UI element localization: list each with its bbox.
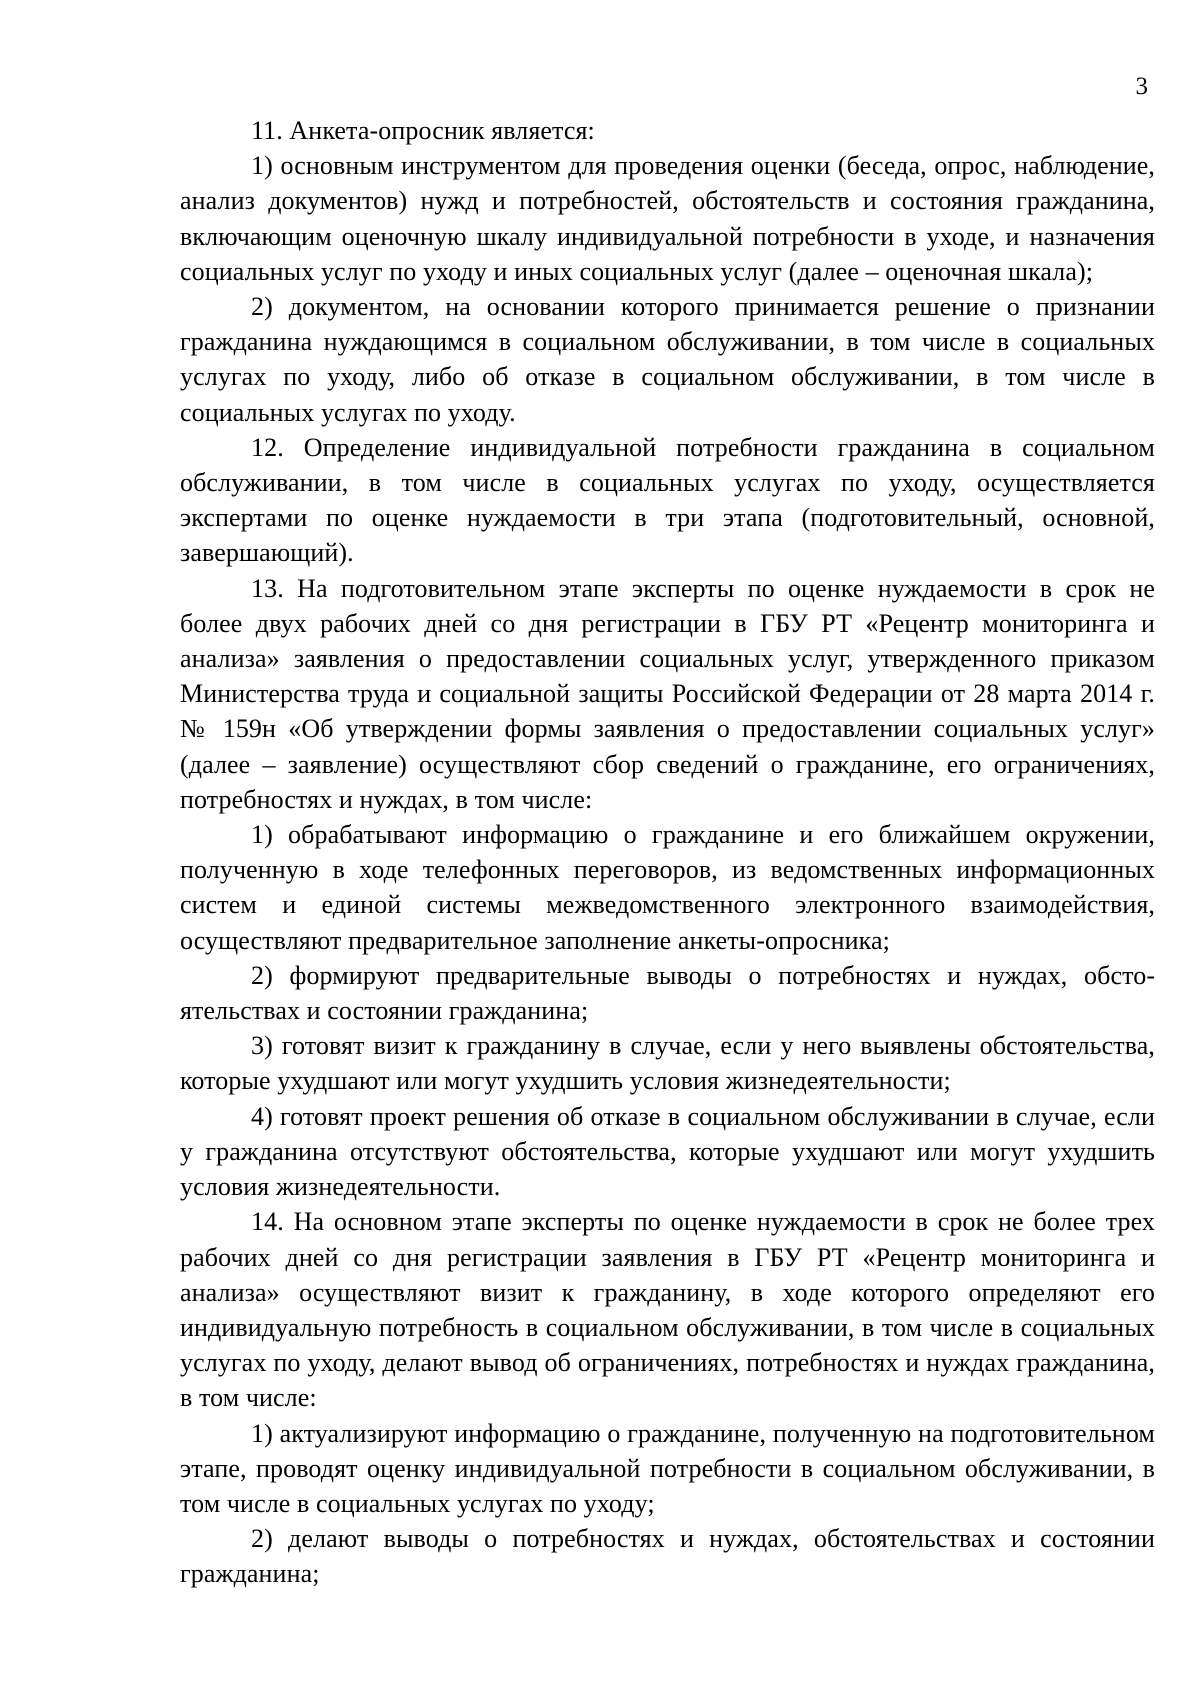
paragraph-13-item-1: 1) обрабатывают информацию о гражданине и его ближайшем окружении, полученную в ходе телефонных переговоров, из ведомственных информационных систем и единой системы межведомственного электронного взаимодействия, осуществляют предварительное заполнение анкеты-опросника;	[180, 820, 1155, 955]
paragraph-13-item-4: 4) готовят проект решения об отказе в социальном обслуживании в случае, если у гражданина отсутствуют обстоятельства, которые ухудшают или могут ухудшить условия жизнедеятельности.	[180, 1101, 1155, 1202]
paragraph-14: 14. На основном этапе эксперты по оценке нуждаемости в срок не более трех рабочих дней со дня регистрации заявления в ГБУ РТ «Рецентр мониторинга и анализа» осуществляют визит к гражданину, в ходе которого определяют его индивидуальную потребность в социальном обслуживании, в том числе в социальных услугах по уходу, делают вывод об ограничениях, потребностях и нуждах гражданина, в том числе:	[180, 1207, 1155, 1413]
page-number: 3	[1135, 73, 1148, 100]
paragraph-13: 13. На подготовительном этапе эксперты по оценке нуждаемости в срок не более двух рабочих дней со дня регистрации в ГБУ РТ «Рецентр мониторинга и анализа» заявления о предоставлении социальных услуг, утвержденного приказом Министерства труда и социальной защиты Российской Федерации от 28 марта 2014 г. № 159н «Об утверждении формы заявления о предоставлении социальных услуг» (далее – заявление) осуществляют сбор сведений о гражданине, его ограничениях, потребностях и нуждах, в том числе:	[180, 573, 1155, 814]
paragraph-11-item-2: 2) документом, на основании которого принимается решение о признании гражданина нуждающимся в социальном обслуживании, в том числе в социальных услугах по уходу, либо об отказе в социальном обслуживании, в том числе в социальных услугах по уходу.	[180, 292, 1155, 427]
paragraph-12: 12. Определение индивидуальной потребности гражданина в социальном обслуживании, в том числе в социальных услугах по уходу, осуществляется экспертами по оценке нуждаемости в три этапа (подготовительный, основной, завершающий).	[180, 432, 1155, 568]
paragraph-11-item-1: 1) основным инструментом для проведения оценки (беседа, опрос, наблюдение, анализ документов) нужд и потребностей, обстоятельств и состояния гражданина, включающим оценочную шкалу индивидуальной потребности в уходе, и назначения социальных услуг по уходу и иных социальных услуг (далее – оценочная шкала);	[180, 151, 1155, 286]
paragraph-13-item-3: 3) готовят визит к гражданину в случае, если у него выявлены обстоятельства, которые ухудшают или могут ухудшить условия жизнедеятельности;	[180, 1031, 1155, 1096]
paragraph-14-item-2: 2) делают выводы о потребностях и нуждах, обстоятельствах и состоянии гражданина;	[180, 1524, 1155, 1589]
paragraph-13-item-2: 2) формируют предварительные выводы о потребностях и нуждах, обстоятельствах и состоянии гражданина;	[180, 960, 1155, 1026]
paragraph-11-intro: 11. Анкета-опросник является:	[251, 116, 595, 145]
paragraph-14-item-1: 1) актуализируют информацию о гражданине, полученную на подготовительном этапе, проводят оценку индивидуальной потребности в социальном обслуживании, в том числе в социальных услугах по уходу;	[180, 1418, 1155, 1518]
document-body	[180, 113, 1155, 1592]
